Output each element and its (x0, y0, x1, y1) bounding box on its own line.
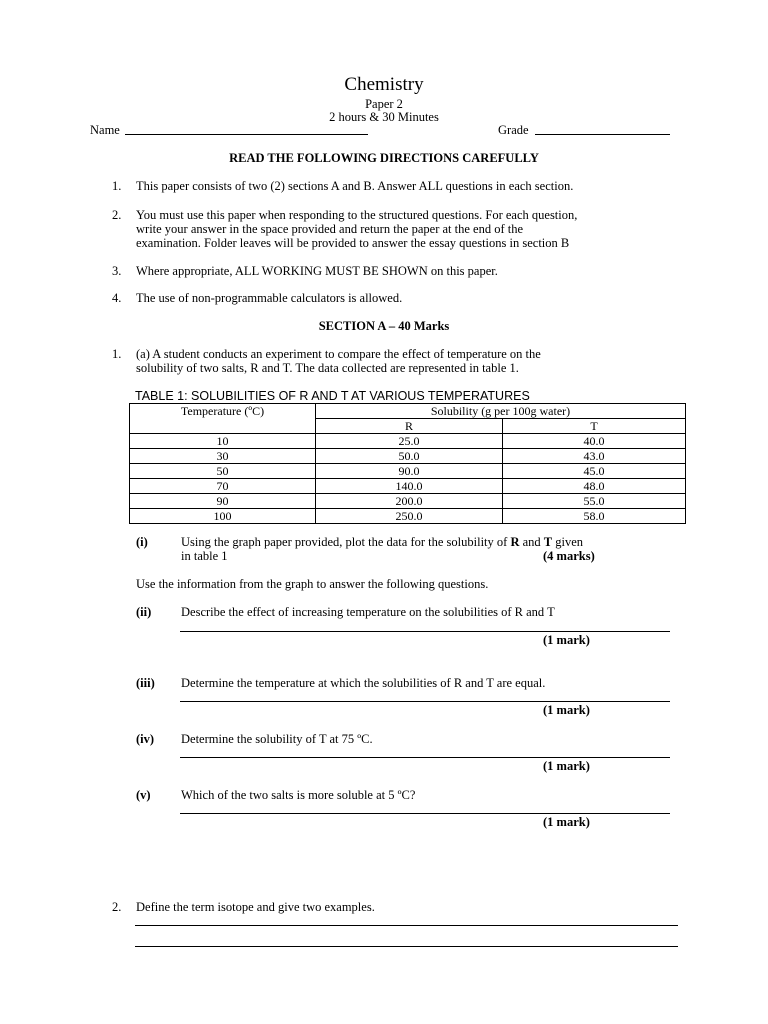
part-i-text: Using the graph paper provided, plot the data for the solubility of R and T given (181, 535, 584, 549)
table-cell: 58.0 (503, 509, 686, 524)
table-header-cell: Temperature (ºC) (130, 404, 316, 434)
table-header-cell: Solubility (g per 100g water) (316, 404, 686, 419)
direction-number: 3. (112, 264, 122, 278)
marks-label: (1 mark) (543, 759, 590, 773)
table-cell: 45.0 (503, 464, 686, 479)
question-number: 2. (112, 900, 122, 914)
table-header-cell: R (316, 419, 503, 434)
table-cell: 70 (130, 479, 316, 494)
table-row (130, 449, 686, 464)
direction-text: This paper consists of two (2) sections A and B. Answer ALL questions in each section. (136, 179, 574, 193)
part-label: (iv) (136, 732, 155, 746)
marks-label: (1 mark) (543, 633, 590, 647)
answer-line[interactable] (135, 925, 678, 926)
table-cell: 30 (130, 449, 316, 464)
direction-text: The use of non-programmable calculators is allowed. (136, 291, 403, 305)
part-label: (ii) (136, 605, 152, 619)
table-cell: 250.0 (316, 509, 503, 524)
marks-label: (1 mark) (543, 815, 590, 829)
answer-line[interactable] (180, 701, 670, 702)
table-cell: 25.0 (316, 434, 503, 449)
name-field-line[interactable] (125, 134, 368, 135)
part-text: Determine the temperature at which the solubilities of R and T are equal. (181, 676, 546, 690)
section-a-heading: SECTION A – 40 Marks (318, 319, 450, 333)
question-number: 1. (112, 347, 122, 361)
table-cell: 43.0 (503, 449, 686, 464)
answer-line[interactable] (135, 946, 678, 947)
table-row (130, 479, 686, 494)
part-label: (i) (136, 535, 148, 549)
table-header-cell: T (503, 419, 686, 434)
answer-line[interactable] (180, 813, 670, 814)
page-title: Chemistry (344, 74, 424, 95)
direction-number: 4. (112, 291, 122, 305)
part-text: Describe the effect of increasing temperature on the solubilities of R and T (181, 605, 555, 619)
table-cell: 140.0 (316, 479, 503, 494)
table-cell: 48.0 (503, 479, 686, 494)
table-row (130, 494, 686, 509)
table-cell: 40.0 (503, 434, 686, 449)
duration-label: 2 hours & 30 Minutes (329, 110, 439, 124)
part-text: Which of the two salts is more soluble at 5 ºC? (181, 788, 416, 802)
grade-field-line[interactable] (535, 134, 670, 135)
table-row (130, 509, 686, 524)
direction-number: 1. (112, 179, 122, 193)
part-i-text-line2: in table 1 (181, 549, 228, 563)
table-cell: 90.0 (316, 464, 503, 479)
part-label: (v) (136, 788, 151, 802)
answer-line[interactable] (180, 757, 670, 758)
name-label: Name (90, 123, 120, 137)
table-cell: 100 (130, 509, 316, 524)
grade-label: Grade (498, 123, 529, 137)
question-2-text: Define the term isotope and give two examples. (136, 900, 375, 914)
part-label: (iii) (136, 676, 155, 690)
direction-text: Where appropriate, ALL WORKING MUST BE SHOWN on this paper. (136, 264, 498, 278)
part-text: Determine the solubility of T at 75 ºC. (181, 732, 373, 746)
table-cell: 50.0 (316, 449, 503, 464)
directions-heading: READ THE FOLLOWING DIRECTIONS CAREFULLY (229, 151, 539, 165)
table-cell: 50 (130, 464, 316, 479)
table-cell: 10 (130, 434, 316, 449)
direction-text: You must use this paper when responding to the structured questions. For each question, write your answer in the space provided and return the paper at the end of the examination. Folder leaves will be provided to answer the essay questions in section B (136, 208, 578, 250)
table-header-row (130, 404, 686, 419)
direction-number: 2. (112, 208, 122, 222)
table-row (130, 464, 686, 479)
table-cell: 55.0 (503, 494, 686, 509)
table-cell: 200.0 (316, 494, 503, 509)
marks-label: (4 marks) (543, 549, 595, 563)
table-caption: TABLE 1: SOLUBILITIES OF R AND T AT VARIOUS TEMPERATURES (135, 389, 530, 403)
solubility-table (129, 403, 686, 524)
answer-line[interactable] (180, 631, 670, 632)
table-cell: 90 (130, 494, 316, 509)
question-1-text: (a) A student conducts an experiment to compare the effect of temperature on the solubility of two salts, R and T. The data collected are represented in table 1. (136, 347, 541, 375)
instruction-text: Use the information from the graph to answer the following questions. (136, 577, 489, 591)
marks-label: (1 mark) (543, 703, 590, 717)
paper-label: Paper 2 (365, 97, 403, 111)
table-row (130, 434, 686, 449)
